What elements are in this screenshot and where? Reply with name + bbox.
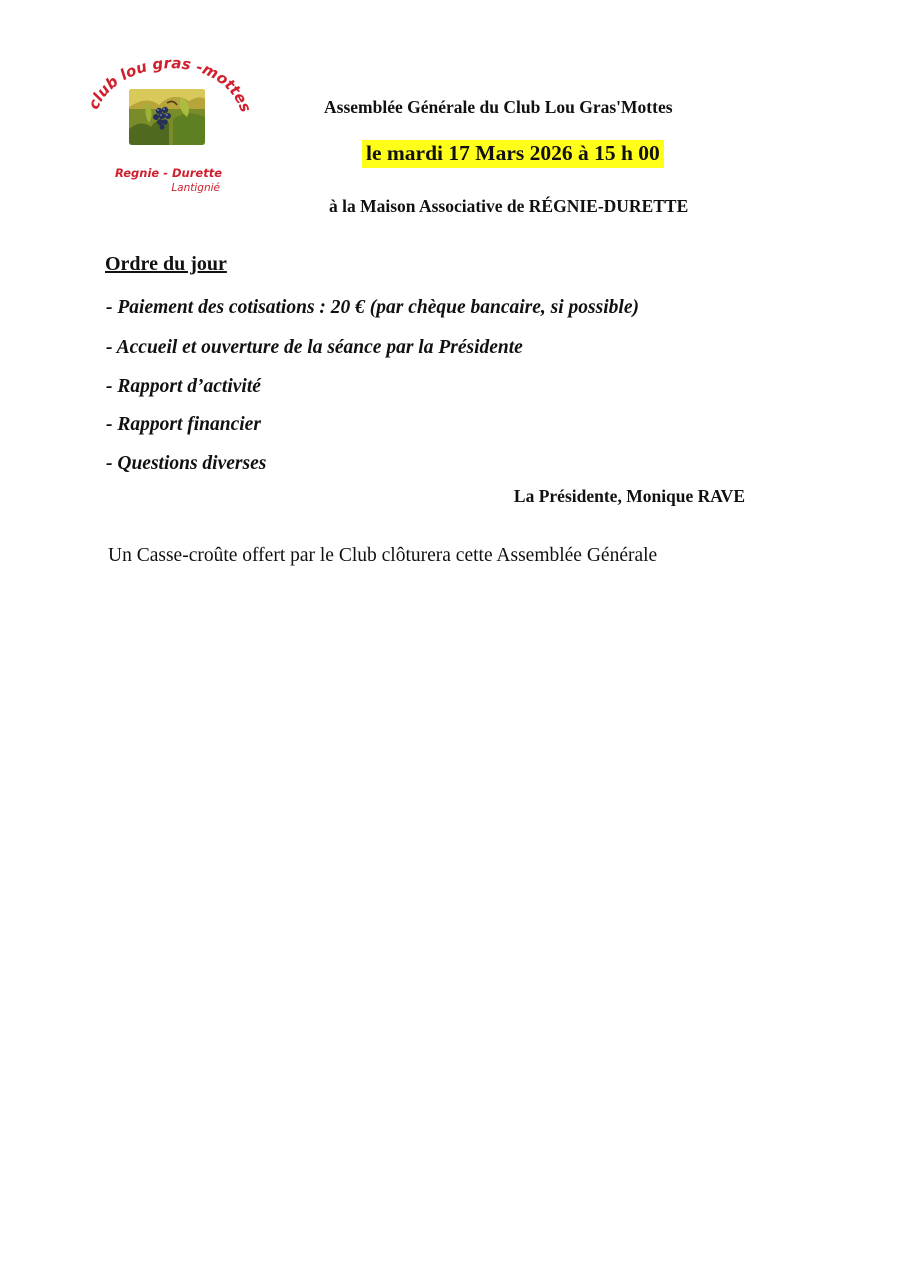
meeting-title: Assemblée Générale du Club Lou Gras'Mottes <box>324 97 673 117</box>
logo-town-subname: Lantignié <box>171 182 220 194</box>
closing-note: Un Casse-croûte offert par le Club clôturera cette Assemblée Générale <box>108 545 658 566</box>
meeting-venue: à la Maison Associative de RÉGNIE-DURETTE <box>329 196 689 216</box>
agenda-item-financial-report: - Rapport financier <box>106 414 261 435</box>
president-signature: La Présidente, Monique RAVE <box>513 486 745 506</box>
agenda-item-opening: - Accueil et ouverture de la séance par la Présidente <box>106 337 523 358</box>
agenda-heading: Ordre du jour <box>105 253 227 275</box>
logo-town-name: Regnie - Durette <box>114 166 222 180</box>
agenda-item-dues: - Paiement des cotisations : 20 € (par chèque bancaire, si possible) <box>106 297 639 318</box>
agenda-item-activity-report: - Rapport d’activité <box>106 376 261 397</box>
agenda-item-questions: - Questions diverses <box>106 453 267 474</box>
meeting-date-highlight: le mardi 17 Mars 2026 à 15 h 00 <box>362 140 664 168</box>
club-logo <box>82 52 255 202</box>
svg-text:club lou gras -mottes: club lou gras -mottes <box>84 54 255 115</box>
grape-vine-photo-icon <box>129 89 205 145</box>
